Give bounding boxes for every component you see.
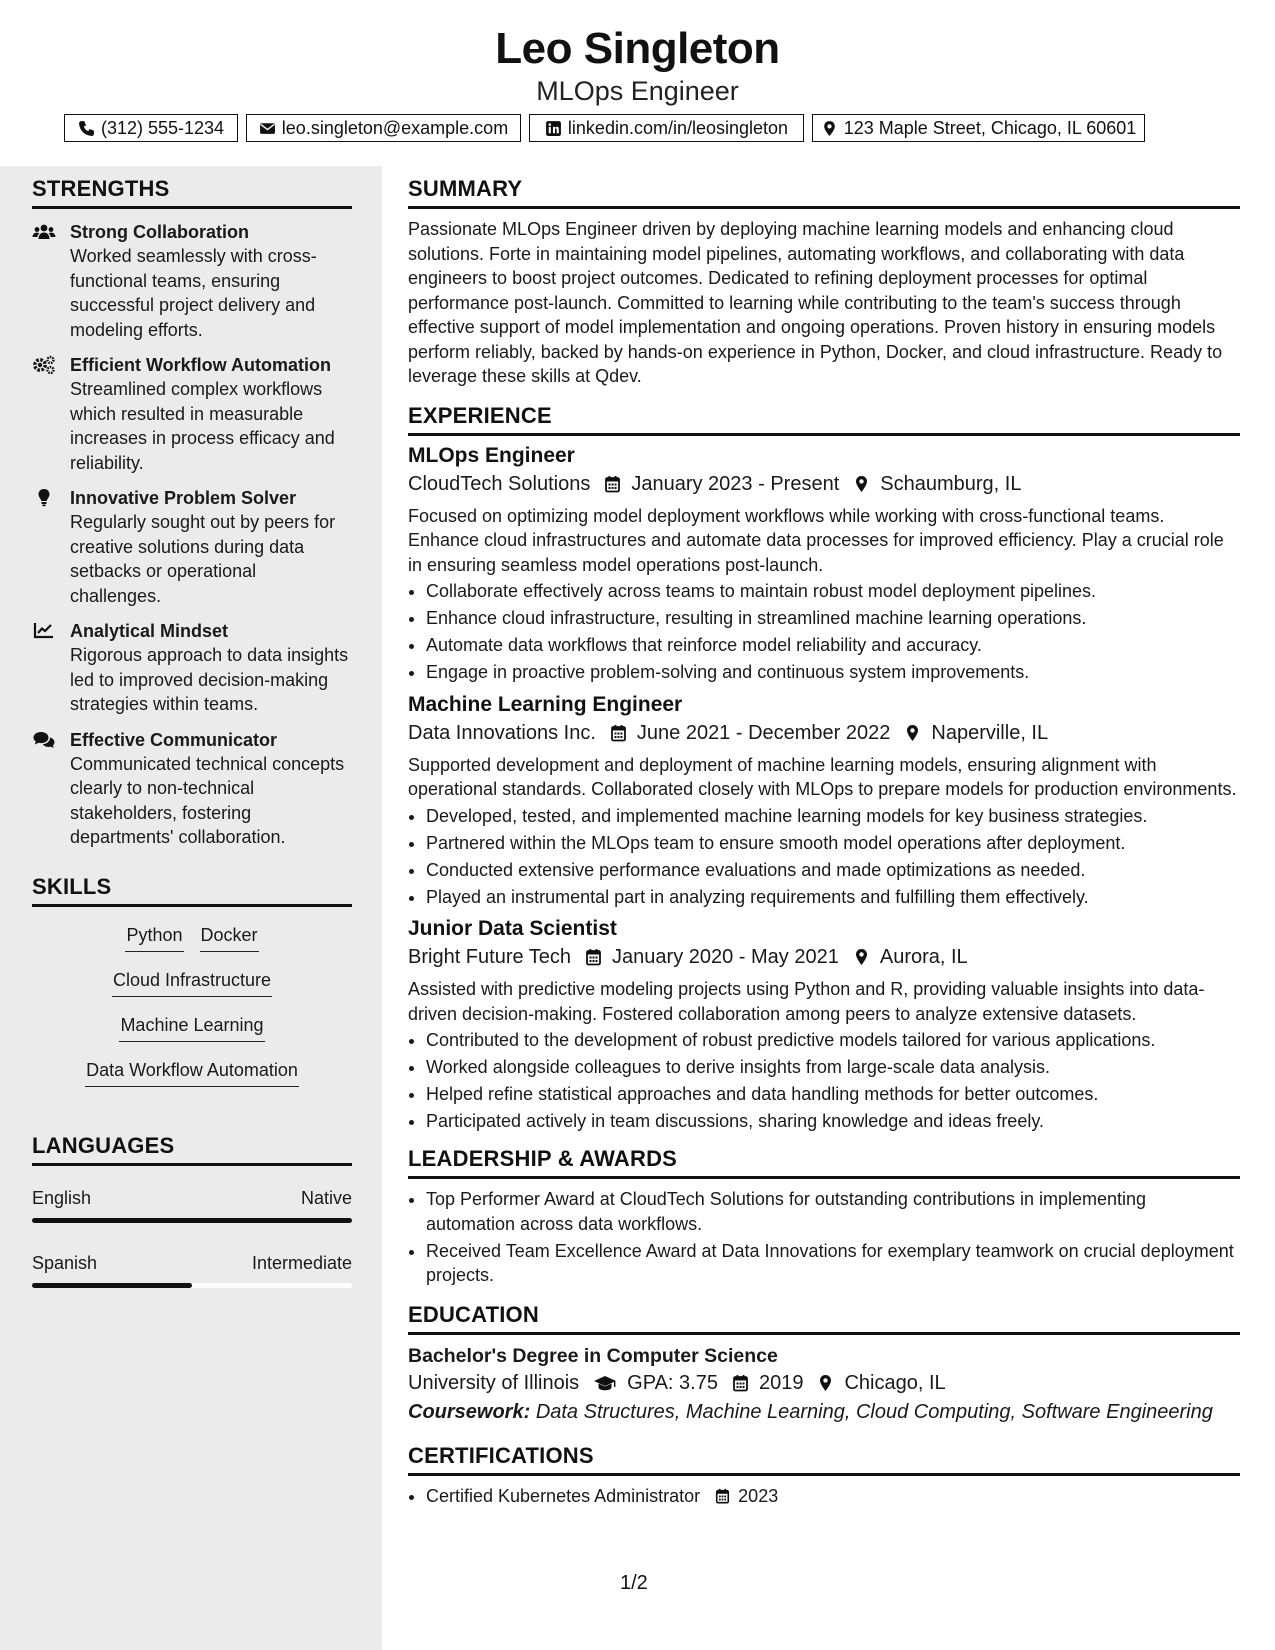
job-meta	[408, 943, 1240, 971]
page-indicator: 1/2	[620, 1572, 648, 1594]
calendar-icon	[604, 475, 621, 493]
degree-title: Bachelor's Degree in Computer Science	[408, 1345, 778, 1367]
address-contact	[812, 114, 1145, 142]
job-bullet: • Collaborate effectively across teams to maintain robust model deployment pipelines.	[426, 579, 1240, 604]
calendar-icon	[715, 1488, 730, 1504]
job-description: Focused on optimizing model deployment workflows while working with cross-functional teams. Enhance cloud infrastructures and automate data processes for improved efficiency. Play a crucial role in ensuring seamless model operations post-launch.	[408, 505, 1224, 575]
strength-title: Effective Communicator	[70, 729, 278, 750]
main-content	[408, 166, 1240, 1511]
job-meta	[408, 719, 1240, 747]
job-bullet: • Enhance cloud infrastructure, resulting in streamlined machine learning operations.	[426, 606, 1240, 631]
candidate-title: MLOps Engineer	[536, 76, 739, 106]
job-bullet: • Played an instrumental part in analyzing requirements and fulfilling them effectively.	[426, 885, 1240, 910]
strengths-heading: STRENGTHS	[32, 176, 352, 209]
job-bullet: • Automate data workflows that reinforce model reliability and accuracy.	[426, 633, 1240, 658]
map-marker-icon	[817, 1374, 834, 1392]
email-text: leo.singleton@example.com	[281, 117, 509, 138]
strength-description: Communicated technical concepts clearly to non-technical stakeholders, fostering departments' collaboration.	[70, 753, 345, 847]
education-heading: EDUCATION	[408, 1302, 1240, 1335]
coursework-list: Data Structures, Machine Learning, Cloud Computing, Software Engineering	[535, 1401, 1213, 1423]
award-item: • Top Performer Award at CloudTech Solutions for outstanding contributions in implementing automation across data workflows.	[426, 1187, 1240, 1236]
experience-heading: EXPERIENCE	[408, 403, 1240, 436]
job-dates: January 2023 - Present	[631, 472, 840, 495]
job-bullet: • Developed, tested, and implemented machine learning models for key business strategies.	[426, 804, 1240, 829]
job-company: Bright Future Tech	[408, 946, 572, 968]
graduation-cap-icon	[593, 1374, 617, 1392]
job-bullet: • Participated actively in team discussions, sharing knowledge and ideas freely.	[426, 1109, 1240, 1134]
linkedin-icon	[545, 120, 562, 137]
job-dates: January 2020 - May 2021	[612, 946, 839, 968]
job-title: Machine Learning Engineer	[408, 692, 683, 716]
job-dates: June 2021 - December 2022	[636, 721, 891, 744]
strength-item	[32, 220, 352, 342]
job-company: CloudTech Solutions	[408, 472, 591, 495]
phone-text: (312) 555-1234	[100, 117, 225, 138]
job-title: MLOps Engineer	[408, 443, 575, 467]
language-proficiency-bar	[32, 1218, 352, 1223]
map-marker-icon	[904, 724, 921, 742]
language-item	[32, 1251, 352, 1275]
education-entry	[408, 1343, 1240, 1427]
strength-title: Innovative Problem Solver	[70, 488, 297, 508]
languages-list	[32, 1166, 352, 1288]
chart-line-icon	[32, 621, 56, 641]
resume-header	[0, 0, 1275, 166]
job-bullet: • Contributed to the development of robust predictive models tailored for various applications.	[426, 1028, 1240, 1053]
language-level: Native	[300, 1187, 352, 1208]
job-bullet: • Worked alongside colleagues to derive insights from large-scale data analysis.	[426, 1055, 1240, 1080]
languages-heading: LANGUAGES	[32, 1133, 352, 1166]
gpa: GPA: 3.75	[627, 1372, 718, 1394]
map-marker-icon	[853, 475, 870, 493]
language-proficiency-bar	[32, 1283, 352, 1288]
job-company: Data Innovations Inc.	[408, 721, 596, 744]
school-name: University of Illinois	[408, 1372, 580, 1394]
job-bullet: • Conducted extensive performance evaluations and made optimizations as needed.	[426, 858, 1240, 883]
job-bullet: • Partnered within the MLOps team to ensure smooth model operations after deployment.	[426, 831, 1240, 856]
job-description: Assisted with predictive modeling projects using Python and R, providing valuable insights into data-driven decision-making. Fostered collaboration among peers to analyze extensive datasets.	[408, 979, 1205, 1024]
job-bullets	[408, 579, 1240, 685]
strength-description: Worked seamlessly with cross-functional teams, ensuring successful project delivery and modeling efforts.	[70, 246, 317, 340]
job-location: Aurora, IL	[879, 946, 968, 968]
skill-tag: Data Workflow Automation	[85, 1056, 299, 1087]
job-bullet: • Helped refine statistical approaches and data handling methods for better outcomes.	[426, 1082, 1240, 1107]
strength-description: Streamlined complex workflows which resulted in measurable increases in process efficacy and reliability.	[70, 379, 335, 473]
envelope-icon	[259, 120, 276, 137]
strength-item	[32, 353, 352, 475]
calendar-icon	[732, 1374, 749, 1392]
language-item	[32, 1186, 352, 1210]
comments-icon	[32, 730, 56, 750]
certifications-heading: CERTIFICATIONS	[408, 1443, 1240, 1476]
certification-year: 2023	[738, 1486, 779, 1506]
skill-tag: Cloud Infrastructure	[112, 966, 272, 997]
gears-icon	[32, 355, 56, 375]
address-text: 123 Maple Street, Chicago, IL 60601	[843, 117, 1137, 138]
phone-contact[interactable]	[64, 114, 238, 142]
language-name: Spanish	[32, 1252, 98, 1273]
strength-title: Analytical Mindset	[70, 621, 229, 641]
skill-tag: Machine Learning	[119, 1011, 264, 1042]
calendar-icon	[585, 948, 602, 966]
language-proficiency-fill	[32, 1218, 352, 1223]
coursework	[408, 1397, 1240, 1427]
job-entry	[408, 442, 1240, 685]
map-marker-icon	[853, 948, 870, 966]
calendar-icon	[610, 724, 627, 742]
job-location: Schaumburg, IL	[880, 472, 1022, 495]
strength-title: Efficient Workflow Automation	[70, 355, 331, 375]
awards-list	[408, 1187, 1240, 1288]
summary-text: Passionate MLOps Engineer driven by deploying machine learning models and enhancing cloud solutions. Forte in maintaining model pipelines, automating workflows, and collaborating with data engineers to boost project outcomes. Dedicated to refining deployment processes for optimal performance post-launch. Committed to learning while contributing to the team's success through effective support of model implementation and ongoing operations. Proven history in ensuring models perform reliably, backed by hands-on experience in Python, Docker, and cloud infrastructure. Ready to leverage these skills at Qdev.	[408, 219, 1223, 386]
lightbulb-icon	[32, 488, 56, 508]
skills-heading: SKILLS	[32, 874, 352, 907]
strength-item	[32, 619, 352, 717]
school-location: Chicago, IL	[844, 1372, 946, 1394]
job-description: Supported development and deployment of machine learning models, ensuring alignment with operational standards. Collaborated closely with MLOps to prepare models for production environments.	[408, 754, 1237, 799]
strength-description: Regularly sought out by peers for creative solutions during data setbacks or operational challenges.	[70, 512, 336, 606]
linkedin-contact[interactable]	[529, 114, 804, 142]
language-name: English	[32, 1187, 92, 1208]
job-location: Naperville, IL	[931, 721, 1049, 744]
sidebar	[0, 166, 382, 1650]
education-meta	[408, 1369, 1240, 1397]
job-bullet: • Engage in proactive problem-solving and continuous system improvements.	[426, 660, 1240, 685]
skill-tag: Docker	[200, 921, 259, 952]
strength-item	[32, 486, 352, 608]
users-icon	[32, 222, 56, 242]
summary-heading: SUMMARY	[408, 176, 1240, 209]
coursework-label: Coursework:	[408, 1401, 531, 1423]
leadership-heading: LEADERSHIP & AWARDS	[408, 1146, 1240, 1179]
job-entry	[408, 691, 1240, 910]
language-proficiency-fill	[32, 1283, 192, 1288]
job-bullets	[408, 1028, 1240, 1134]
job-bullets	[408, 804, 1240, 910]
job-entry	[408, 915, 1240, 1134]
phone-icon	[78, 120, 95, 137]
map-marker-icon	[821, 120, 838, 137]
skill-tag: Python	[125, 921, 183, 952]
linkedin-text: linkedin.com/in/leosingleton	[567, 117, 789, 138]
certification-item	[426, 1484, 1240, 1509]
certification-name: Certified Kubernetes Administrator	[426, 1486, 701, 1506]
award-item: • Received Team Excellence Award at Data Innovations for exemplary teamwork on crucial deployment projects.	[426, 1239, 1240, 1288]
candidate-name: Leo Singleton	[495, 24, 780, 73]
job-title: Junior Data Scientist	[408, 917, 617, 940]
strength-description: Rigorous approach to data insights led to improved decision-making strategies within teams.	[70, 645, 349, 714]
job-meta	[408, 470, 1240, 498]
graduation-year: 2019	[758, 1372, 804, 1394]
skills-list	[32, 921, 352, 1087]
language-level: Intermediate	[251, 1252, 352, 1273]
strength-title: Strong Collaboration	[70, 222, 249, 242]
certifications-list	[408, 1484, 1240, 1509]
email-contact[interactable]	[246, 114, 521, 142]
strength-item	[32, 728, 352, 850]
